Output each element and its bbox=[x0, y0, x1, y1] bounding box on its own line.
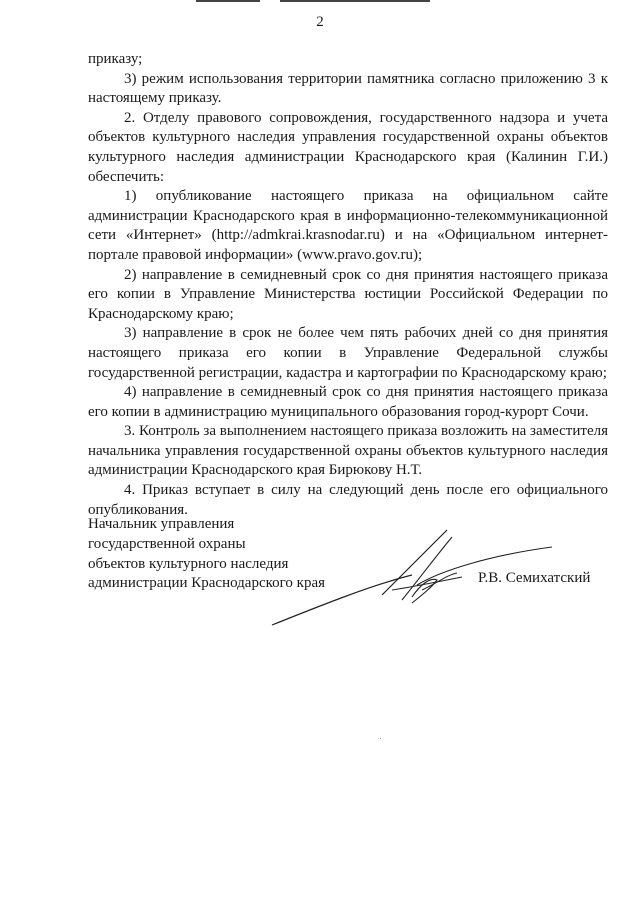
document-body bbox=[88, 50, 608, 520]
scan-speck bbox=[380, 738, 381, 739]
paragraph-6: 4) направление в семидневный срок со дня принятия настоящего приказа его копии в администрацию муниципального образования город-курорт Сочи. bbox=[88, 384, 608, 420]
paragraph-0: приказу; bbox=[88, 51, 143, 67]
page-number: 2 bbox=[316, 14, 324, 30]
paragraph-5: 3) направление в срок не более чем пять рабочих дней со дня принятия настоящего приказа его копии в Управление Федеральной службы государственной регистрации, кадастра и картографии по Краснодарскому краю; bbox=[88, 325, 608, 381]
paragraph-3: 1) опубликование настоящего приказа на официальном сайте администрации Краснодарского края в информационно-телекоммуникационной сети «Интернет» (http://admkrai.krasnodar.ru) и на «Официальном интернет-портале правовой информации» (www.pravo.gov.ru); bbox=[88, 188, 608, 263]
signatory-title-line: Начальник управления bbox=[88, 516, 235, 532]
paragraph-4: 2) направление в семидневный срок со дня принятия настоящего приказа его копии в Управление Министерства юстиции Российской Федерации по Краснодарскому краю; bbox=[88, 266, 608, 322]
paragraph-1: 3) режим использования территории памятника согласно приложению 3 к настоящему приказу. bbox=[88, 70, 608, 107]
signatory-title-line: государственной охраны bbox=[88, 535, 246, 552]
paragraph-8: 4. Приказ вступает в силу на следующий день после его официального опубликования. bbox=[88, 482, 608, 518]
top-rule-right bbox=[280, 0, 430, 2]
top-rule-left bbox=[196, 0, 260, 2]
paragraph-7: 3. Контроль за выполнением настоящего приказа возложить на заместителя начальника управления государственной охраны объектов культурного наследия администрации Краснодарского края Бирюкову Н.Т. bbox=[88, 423, 608, 479]
signatory-name: Р.В. Семихатский bbox=[478, 570, 591, 586]
signatory-title-line: администрации Краснодарского края bbox=[88, 575, 326, 592]
signatory-title-line: объектов культурного наследия bbox=[88, 555, 289, 572]
paragraph-2: 2. Отделу правового сопровождения, государственного надзора и учета объектов культурного наследия управления государственной охраны объектов культурного наследия администрации Краснодарского края (Калинин Г.И.) обеспечить: bbox=[88, 109, 608, 185]
